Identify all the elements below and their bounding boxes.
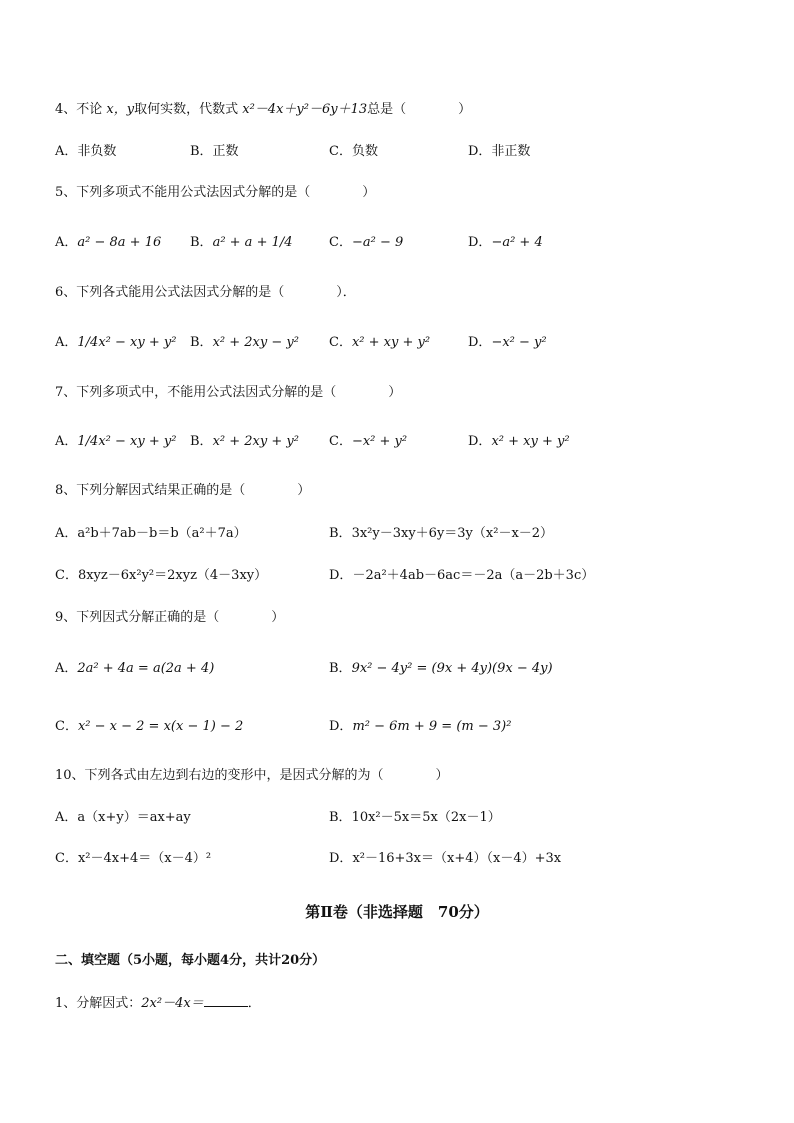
q7-option-b[interactable] <box>190 434 299 450</box>
q4-mid: 取何实数，代数式 <box>134 102 239 117</box>
q8-option-a[interactable] <box>55 526 247 542</box>
question-10-stem: 10、下列各式由左边到右边的变形中，是因式分解的为（ ） <box>55 768 449 783</box>
q4-expression: x²－4x＋y²－6y＋13 <box>242 102 368 117</box>
q6-option-b[interactable] <box>190 335 299 351</box>
q5-option-d[interactable] <box>468 235 543 251</box>
q9-label-c: C． <box>55 719 78 734</box>
q6-option-c[interactable] <box>329 335 430 351</box>
q6-label-c: C． <box>329 335 352 350</box>
q6-label-d: D． <box>468 335 492 350</box>
q7-expr-d: x² + xy + y² <box>491 434 570 449</box>
q9-label-d: D． <box>329 719 353 734</box>
q9-expr-a: 2a² + 4a = a(2a + 4) <box>77 661 215 676</box>
q4-vars: x，y <box>106 102 135 117</box>
q7-label-a: A． <box>55 434 78 449</box>
q9-option-d[interactable] <box>329 719 511 735</box>
q8-expr-d: －2a²＋4ab－6ac＝－2a（a－2b＋3c） <box>352 568 595 583</box>
q7-option-d[interactable] <box>468 434 570 450</box>
q7-label-d: D． <box>468 434 492 449</box>
question-4-stem <box>55 102 471 118</box>
fill1-expr: 2x²－4x＝ <box>141 996 204 1011</box>
fill1-suffix: ． <box>247 996 261 1011</box>
q6-expr-a: 1/4x² − xy + y² <box>77 335 177 350</box>
q9-expr-d: m² − 6m + 9 = (m − 3)² <box>352 719 512 734</box>
answer-blank[interactable] <box>204 994 248 1007</box>
q5-label-d: D． <box>468 235 492 250</box>
q8-label-a: A． <box>55 526 78 541</box>
q4-prefix: 4、不论 <box>55 102 103 117</box>
q9-expr-b: 9x² − 4y² = (9x + 4y)(9x − 4y) <box>351 661 553 676</box>
q10-expr-b: 10x²－5x＝5x（2x－1） <box>351 810 501 825</box>
q5-expr-b: a² + a + 1/4 <box>212 235 293 250</box>
q4-suffix: 总是（ ） <box>367 102 472 117</box>
q7-expr-a: 1/4x² − xy + y² <box>77 434 177 449</box>
q10-label-c: C． <box>55 851 78 866</box>
q4-option-a[interactable]: A．非负数 <box>55 144 117 159</box>
q4-option-d[interactable]: D．非正数 <box>468 144 531 159</box>
q4-option-c[interactable]: C．负数 <box>329 144 378 159</box>
q9-expr-c: x² − x − 2 = x(x − 1) − 2 <box>77 719 244 734</box>
q9-option-c[interactable] <box>55 719 243 735</box>
q10-option-c[interactable] <box>55 851 211 867</box>
q10-expr-c: x²－4x+4＝（x－4）² <box>77 851 212 866</box>
q10-option-b[interactable] <box>329 810 501 826</box>
q7-option-a[interactable] <box>55 434 176 450</box>
q5-label-b: B． <box>190 235 213 250</box>
q9-label-b: B． <box>329 661 352 676</box>
q8-option-b[interactable] <box>329 526 553 542</box>
question-9-stem: 9、下列因式分解正确的是（ ） <box>55 610 285 625</box>
q7-expr-b: x² + 2xy + y² <box>212 434 299 449</box>
q8-option-d[interactable] <box>329 568 594 584</box>
q6-option-a[interactable] <box>55 335 176 351</box>
q5-expr-c: −a² − 9 <box>351 235 404 250</box>
q5-option-a[interactable] <box>55 235 161 251</box>
q8-expr-a: a²b＋7ab－b＝b（a²＋7a） <box>77 526 247 541</box>
question-8-stem: 8、下列分解因式结果正确的是（ ） <box>55 483 311 498</box>
q8-label-c: C． <box>55 568 78 583</box>
q5-option-b[interactable] <box>190 235 293 251</box>
q9-option-b[interactable] <box>329 661 553 677</box>
q6-label-a: A． <box>55 335 78 350</box>
q5-expr-a: a² − 8a + 16 <box>77 235 162 250</box>
q6-option-d[interactable] <box>468 335 547 351</box>
part-2-title: 第Ⅱ卷（非选择题 70分） <box>305 903 489 921</box>
q8-option-c[interactable] <box>55 568 267 584</box>
q7-expr-c: −x² + y² <box>351 434 408 449</box>
q10-label-a: A． <box>55 810 78 825</box>
q5-option-c[interactable] <box>329 235 403 251</box>
q4-option-b[interactable]: B．正数 <box>190 144 239 159</box>
q7-option-c[interactable] <box>329 434 407 450</box>
q10-expr-a: a（x+y）＝ax+ay <box>77 810 191 825</box>
q8-expr-c: 8xyz－6x²y²＝2xyz（4－3xy） <box>77 568 268 583</box>
q10-label-d: D． <box>329 851 353 866</box>
question-7-stem: 7、下列多项式中，不能用公式法因式分解的是（ ） <box>55 385 402 400</box>
q10-option-a[interactable] <box>55 810 191 826</box>
q9-option-a[interactable] <box>55 661 214 677</box>
q7-label-b: B． <box>190 434 213 449</box>
q10-label-b: B． <box>329 810 352 825</box>
question-6-stem: 6、下列各式能用公式法因式分解的是（ ）． <box>55 285 356 300</box>
q10-expr-d: x²－16+3x＝（x+4）（x－4）+3x <box>352 851 562 866</box>
q6-expr-b: x² + 2xy − y² <box>212 335 299 350</box>
q8-expr-b: 3x²y－3xy＋6y＝3y（x²－x－2） <box>351 526 554 541</box>
q8-label-d: D． <box>329 568 353 583</box>
q6-expr-d: −x² − y² <box>491 335 547 350</box>
q6-expr-c: x² + xy + y² <box>351 335 431 350</box>
q6-label-b: B． <box>190 335 213 350</box>
q5-label-c: C． <box>329 235 352 250</box>
q5-expr-d: −a² + 4 <box>491 235 543 250</box>
q10-option-d[interactable] <box>329 851 561 867</box>
fill1-prefix: 1、分解因式： <box>55 996 142 1011</box>
q5-label-a: A． <box>55 235 78 250</box>
section-2-heading: 二、填空题（5小题，每小题4分，共计20分） <box>55 953 326 968</box>
q9-label-a: A． <box>55 661 78 676</box>
q8-label-b: B． <box>329 526 352 541</box>
q7-label-c: C． <box>329 434 352 449</box>
question-5-stem: 5、下列多项式不能用公式法因式分解的是（ ） <box>55 185 376 200</box>
fill-question-1 <box>55 994 261 1012</box>
